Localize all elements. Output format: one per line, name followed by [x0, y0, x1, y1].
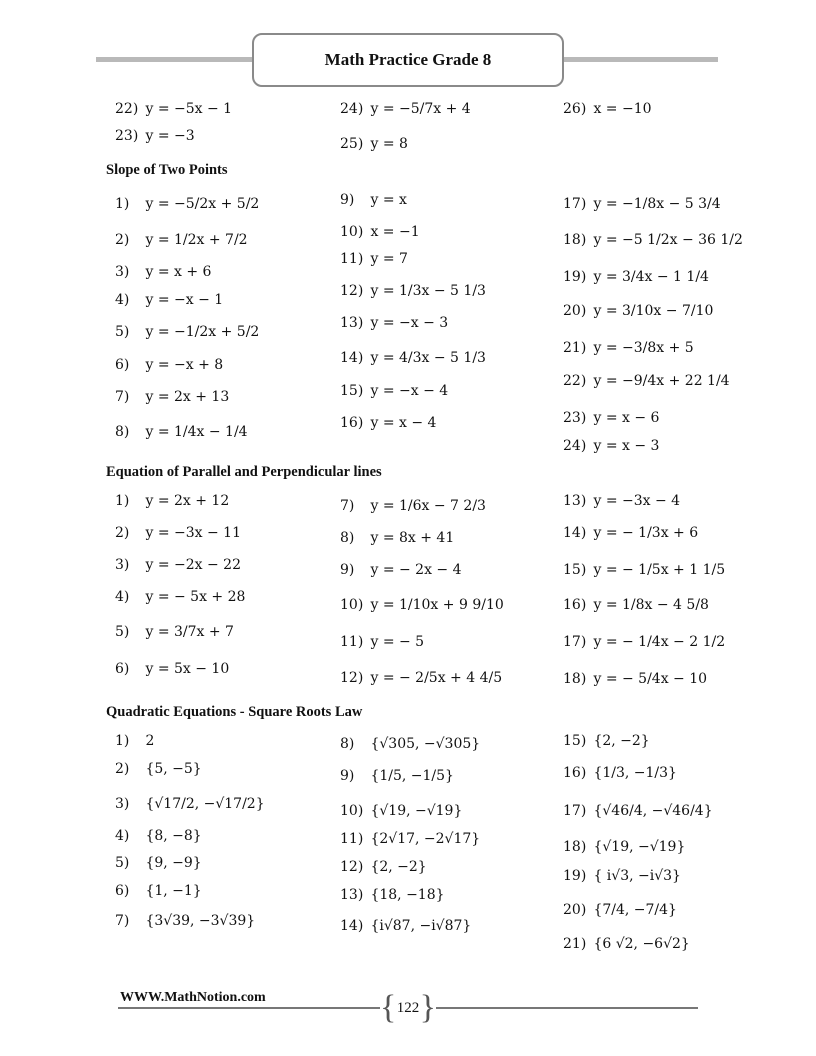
answer-expression: y = 1/3x − 5 1/3 [370, 283, 486, 299]
answer-item [563, 519, 698, 547]
answer-number: 14) [340, 350, 364, 366]
answer-expression: {2√17, −2√17} [370, 831, 481, 847]
answer-item [563, 665, 707, 693]
answer-number: 20) [563, 902, 587, 918]
answer-item [340, 912, 471, 940]
answer-item [340, 797, 462, 825]
answer-number: 25) [340, 136, 364, 152]
answer-number: 1) [115, 196, 130, 212]
answer-expression: {i√87, −i√87} [370, 918, 472, 934]
answer-number: 19) [563, 269, 587, 285]
answer-item [115, 258, 211, 286]
answer-expression: y = − 2x − 4 [370, 562, 462, 578]
answer-item [563, 226, 743, 254]
answer-item [563, 297, 713, 325]
answer-number: 18) [563, 232, 587, 248]
answer-expression: {2, −2} [593, 733, 650, 749]
answer-number: 11) [340, 634, 364, 650]
answer-item [115, 907, 255, 935]
answer-expression: x = −1 [370, 224, 420, 240]
answer-expression: y = −1/8x − 5 3/4 [593, 196, 721, 212]
answer-expression: {3√39, −3√39} [145, 913, 256, 929]
answer-expression: y = 1/6x − 7 2/3 [370, 498, 486, 514]
answer-expression: y = −3x − 11 [145, 525, 241, 541]
answer-number: 5) [115, 624, 130, 640]
answer-expression: {18, −18} [370, 887, 445, 903]
answer-expression: y = − 5x + 28 [145, 589, 246, 605]
answer-item [563, 930, 690, 958]
answer-number: 10) [340, 224, 364, 240]
answer-number: 9) [340, 562, 355, 578]
answer-number: 6) [115, 357, 130, 373]
answer-expression: y = −x − 1 [145, 292, 224, 308]
answer-item [340, 492, 486, 520]
answer-item [340, 664, 502, 692]
answer-item [563, 833, 685, 861]
answer-number: 21) [563, 936, 587, 952]
answer-item [563, 591, 709, 619]
answer-item [340, 186, 407, 214]
answer-item [115, 849, 202, 877]
answer-item [340, 762, 454, 790]
answer-number: 1) [115, 493, 130, 509]
answer-number: 4) [115, 589, 130, 605]
answer-item [340, 218, 420, 246]
page-number-box [380, 990, 436, 1026]
answer-expression: y = 7 [370, 251, 408, 267]
answer-number: 7) [340, 498, 355, 514]
answer-expression: y = x [370, 192, 407, 208]
answer-item [563, 797, 713, 825]
answer-item [115, 95, 232, 123]
answer-item [563, 727, 650, 755]
answer-number: 8) [340, 530, 355, 546]
answer-item [340, 245, 408, 273]
answer-expression: {7/4, −7/4} [593, 902, 677, 918]
answer-item [115, 351, 223, 379]
answer-number: 23) [115, 128, 139, 144]
answer-number: 6) [115, 883, 130, 899]
answer-number: 24) [340, 101, 364, 117]
answer-number: 3) [115, 796, 130, 812]
answer-number: 13) [563, 493, 587, 509]
answer-expression: {√19, −√19} [593, 839, 686, 855]
answer-expression: {√19, −√19} [370, 803, 463, 819]
answer-number: 14) [340, 918, 364, 934]
answer-expression: y = −x + 8 [145, 357, 224, 373]
answer-item [340, 591, 504, 619]
answer-item [340, 853, 427, 881]
answer-number: 10) [340, 803, 364, 819]
answer-expression: y = − 1/4x − 2 1/2 [593, 634, 726, 650]
answer-expression: y = 1/10x + 9 9/10 [370, 597, 504, 613]
answer-expression: y = 1/4x − 1/4 [145, 424, 248, 440]
answer-number: 5) [115, 324, 130, 340]
answer-expression: y = x − 3 [593, 438, 660, 454]
answer-number: 15) [563, 733, 587, 749]
answer-expression: y = − 5 [370, 634, 425, 650]
answer-number: 15) [340, 383, 364, 399]
answer-expression: {2, −2} [370, 859, 427, 875]
answer-expression: y = − 5/4x − 10 [593, 671, 708, 687]
answer-number: 7) [115, 913, 130, 929]
answer-number: 9) [340, 768, 355, 784]
answer-item [340, 344, 486, 372]
answer-number: 2) [115, 232, 130, 248]
answer-expression: y = −2x − 22 [145, 557, 241, 573]
answer-number: 13) [340, 315, 364, 331]
answer-expression: y = 2x + 12 [145, 493, 230, 509]
answer-expression: y = x + 6 [145, 264, 212, 280]
answer-item [563, 862, 681, 890]
answer-expression: {5, −5} [145, 761, 202, 777]
answer-expression: y = 2x + 13 [145, 389, 230, 405]
answer-item [563, 759, 677, 787]
answer-expression: { i√3, −i√3} [593, 868, 681, 884]
answer-item [340, 825, 480, 853]
answer-number: 10) [340, 597, 364, 613]
answer-item [115, 822, 202, 850]
answer-number: 4) [115, 292, 130, 308]
answer-item [115, 551, 241, 579]
answer-expression: {1, −1} [145, 883, 202, 899]
answer-number: 9) [340, 192, 355, 208]
section-title: Slope of Two Points [106, 162, 228, 178]
answer-number: 11) [340, 831, 364, 847]
answer-item [340, 130, 408, 158]
answer-number: 3) [115, 557, 130, 573]
answer-expression: y = − 1/5x + 1 1/5 [593, 562, 726, 578]
answer-expression: {8, −8} [145, 828, 202, 844]
answer-item [563, 487, 680, 515]
answer-expression: x = −10 [593, 101, 652, 117]
footer-rule-left [118, 1007, 380, 1009]
answer-expression: {6 √2, −6√2} [593, 936, 690, 952]
answer-expression: y = −5x − 1 [145, 101, 233, 117]
answer-expression: y = x − 6 [593, 410, 660, 426]
left-brace-icon: { [380, 989, 397, 1026]
answer-expression: {9, −9} [145, 855, 202, 871]
answer-number: 13) [340, 887, 364, 903]
answer-item [563, 896, 677, 924]
answer-item [563, 367, 730, 395]
answer-number: 16) [563, 765, 587, 781]
answer-expression: y = 4/3x − 5 1/3 [370, 350, 486, 366]
answer-number: 14) [563, 525, 587, 541]
answer-number: 4) [115, 828, 130, 844]
answer-item [340, 277, 486, 305]
answer-expression: y = 8x + 41 [370, 530, 455, 546]
answer-item [563, 404, 659, 432]
answer-item [115, 190, 259, 218]
answer-expression: y = −x − 4 [370, 383, 449, 399]
answer-number: 19) [563, 868, 587, 884]
answer-number: 22) [563, 373, 587, 389]
answer-number: 24) [563, 438, 587, 454]
answer-item [563, 334, 694, 362]
answer-item [115, 418, 248, 446]
answer-number: 17) [563, 634, 587, 650]
section-title: Quadratic Equations - Square Roots Law [106, 704, 363, 720]
answer-expression: y = − 2/5x + 4 4/5 [370, 670, 503, 686]
answer-expression: y = 1/2x + 7/2 [145, 232, 248, 248]
answer-number: 2) [115, 525, 130, 541]
answer-expression: y = 3/10x − 7/10 [593, 303, 714, 319]
answer-number: 8) [115, 424, 130, 440]
answer-number: 1) [115, 733, 130, 749]
answer-expression: y = 8 [370, 136, 408, 152]
answer-item [563, 432, 659, 460]
answer-expression: y = − 1/3x + 6 [593, 525, 699, 541]
footer-rule-right [436, 1007, 698, 1009]
answer-item [340, 309, 448, 337]
answer-expression: y = −9/4x + 22 1/4 [593, 373, 730, 389]
answer-expression: {1/3, −1/3} [593, 765, 677, 781]
answer-item [115, 383, 229, 411]
answer-item [340, 730, 480, 758]
answer-number: 3) [115, 264, 130, 280]
answer-expression: y = −5/7x + 4 [370, 101, 471, 117]
answer-item [115, 655, 229, 683]
answer-number: 26) [563, 101, 587, 117]
answer-number: 12) [340, 283, 364, 299]
answer-number: 5) [115, 855, 130, 871]
answer-expression: {√17/2, −√17/2} [145, 796, 265, 812]
answer-item [563, 556, 725, 584]
header-rule-left [96, 57, 252, 62]
answer-number: 11) [340, 251, 364, 267]
answer-number: 17) [563, 196, 587, 212]
answer-number: 2) [115, 761, 130, 777]
answer-expression: y = −3 [145, 128, 195, 144]
answer-number: 7) [115, 389, 130, 405]
answer-item [115, 727, 154, 755]
section-title: Equation of Parallel and Perpendicular lines [106, 464, 382, 480]
footer-url: WWW.MathNotion.com [120, 990, 266, 1005]
answer-item [340, 409, 436, 437]
answer-item [340, 881, 445, 909]
answer-expression: y = −3x − 4 [593, 493, 681, 509]
answer-item [115, 286, 223, 314]
answer-item [115, 122, 195, 150]
answer-item [340, 95, 471, 123]
answer-item [115, 790, 265, 818]
answer-number: 6) [115, 661, 130, 677]
answer-item [115, 618, 234, 646]
page-number: 122 [396, 999, 420, 1016]
answer-expression: {√305, −√305} [370, 736, 481, 752]
answer-item [340, 377, 448, 405]
answer-item [340, 524, 454, 552]
answer-item [115, 755, 202, 783]
answer-expression: y = 1/8x − 4 5/8 [593, 597, 709, 613]
answer-expression: y = −5/2x + 5/2 [145, 196, 260, 212]
header-rule-right [562, 57, 718, 62]
answer-number: 12) [340, 670, 364, 686]
answer-expression: y = 3/4x − 1 1/4 [593, 269, 709, 285]
answer-item [115, 519, 241, 547]
answer-item [340, 628, 424, 656]
answer-item [115, 487, 229, 515]
answer-number: 18) [563, 671, 587, 687]
answer-number: 23) [563, 410, 587, 426]
answer-number: 20) [563, 303, 587, 319]
answer-expression: y = x − 4 [370, 415, 437, 431]
answer-number: 16) [563, 597, 587, 613]
answer-item [563, 263, 709, 291]
answer-item [563, 95, 652, 123]
answer-number: 16) [340, 415, 364, 431]
answer-expression: y = −3/8x + 5 [593, 340, 694, 356]
answer-expression: y = 5x − 10 [145, 661, 230, 677]
answer-number: 8) [340, 736, 355, 752]
answer-number: 18) [563, 839, 587, 855]
answer-expression: y = −5 1/2x − 36 1/2 [593, 232, 743, 248]
answer-item [115, 226, 248, 254]
answer-expression: y = 3/7x + 7 [145, 624, 234, 640]
answer-item [115, 318, 259, 346]
answer-number: 15) [563, 562, 587, 578]
answer-number: 17) [563, 803, 587, 819]
answer-expression: {√46/4, −√46/4} [593, 803, 713, 819]
answer-expression: 2 [145, 733, 155, 749]
answer-item [563, 190, 721, 218]
answer-item [115, 583, 245, 611]
answer-number: 21) [563, 340, 587, 356]
page-title: Math Practice Grade 8 [252, 33, 564, 87]
answer-expression: y = −1/2x + 5/2 [145, 324, 260, 340]
answer-item [563, 628, 725, 656]
answer-expression: y = −x − 3 [370, 315, 449, 331]
answer-item [115, 877, 202, 905]
right-brace-icon: } [419, 989, 436, 1026]
answer-number: 12) [340, 859, 364, 875]
answer-expression: {1/5, −1/5} [370, 768, 454, 784]
answer-number: 22) [115, 101, 139, 117]
answer-item [340, 556, 462, 584]
